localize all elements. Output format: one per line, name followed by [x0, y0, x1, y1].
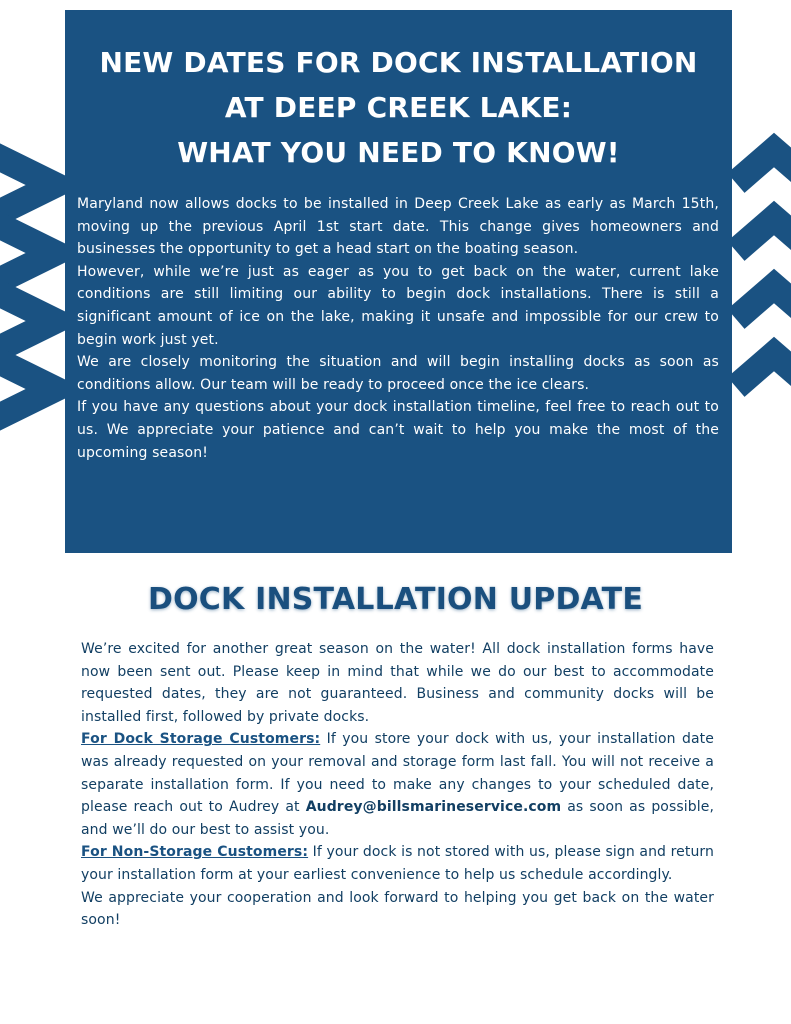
update-intro: We’re excited for another great season on the water! All dock installation forms have now been sent out. Please keep in mind that while we do our best to accommodate requested dates, they are not guaranteed. Business and community docks will be installed first, followed by private docks. — [81, 641, 714, 725]
left-chevrons — [0, 152, 55, 422]
closing-paragraph: We appreciate your cooperation and look forward to helping you get back on the water soon! — [81, 889, 714, 929]
nonstorage-customers-heading: For Non-Storage Customers: — [81, 844, 309, 861]
right-chevrons — [736, 150, 791, 387]
update-section-title: DOCK INSTALLATION UPDATE — [147, 582, 644, 617]
announcement-body — [77, 193, 719, 464]
right-chevron — [736, 218, 791, 251]
announcement-title-line: WHAT YOU NEED TO KNOW! — [177, 136, 620, 169]
left-chevron — [0, 356, 55, 422]
storage-customers-text-end: as soon as possible, and we’ll do our best to assist you. — [81, 799, 714, 838]
storage-customers-text: If you store your dock with us, your installation date was already requested on your removal and storage form last fall. You will not receive a separate installation form. If you need to make any changes to your scheduled date, please reach out to Audrey at — [81, 731, 714, 816]
announcement-title — [85, 40, 712, 175]
right-chevron — [736, 354, 791, 387]
storage-customers-heading: For Dock Storage Customers: — [81, 731, 321, 748]
announcement-paragraph: Maryland now allows docks to be installed in Deep Creek Lake as early as March 15th, moving up the previous April 1st start date. This change gives homeowners and businesses the opportunity to get a head start on the boating season. — [77, 196, 719, 258]
right-chevron — [736, 150, 791, 183]
update-body — [81, 638, 714, 932]
storage-customers-paragraph — [81, 728, 714, 841]
announcement-panel — [65, 10, 732, 553]
announcement-paragraph: If you have any questions about your dock installation timeline, feel free to reach out to us. We appreciate your patience and can’t wait to help you make the most of the upcoming season! — [77, 399, 719, 461]
announcement-title-line: AT DEEP CREEK LAKE: — [224, 91, 573, 124]
announcement-title-line: NEW DATES FOR DOCK INSTALLATION — [99, 46, 698, 79]
announcement-paragraph: However, while we’re just as eager as you to get back on the water, current lake conditions are still limiting our ability to begin dock installations. There is still a significant amount of ice on the lake, making it unsafe and impossible for our crew to begin work just yet. — [77, 263, 719, 348]
announcement-paragraph: We are closely monitoring the situation and will begin installing docks as soon as conditions allow. Our team will be ready to proceed once the ice clears. — [77, 354, 719, 393]
left-chevron — [0, 220, 55, 286]
nonstorage-customers-text: If your dock is not stored with us, please sign and return your installation form at your earliest convenience to help us schedule accordingly. — [81, 844, 715, 883]
right-chevron — [736, 286, 791, 319]
nonstorage-customers-paragraph — [81, 841, 714, 886]
contact-email[interactable]: Audrey@billsmarineservice.com — [305, 799, 562, 816]
left-chevron — [0, 152, 55, 218]
left-chevron — [0, 288, 55, 354]
